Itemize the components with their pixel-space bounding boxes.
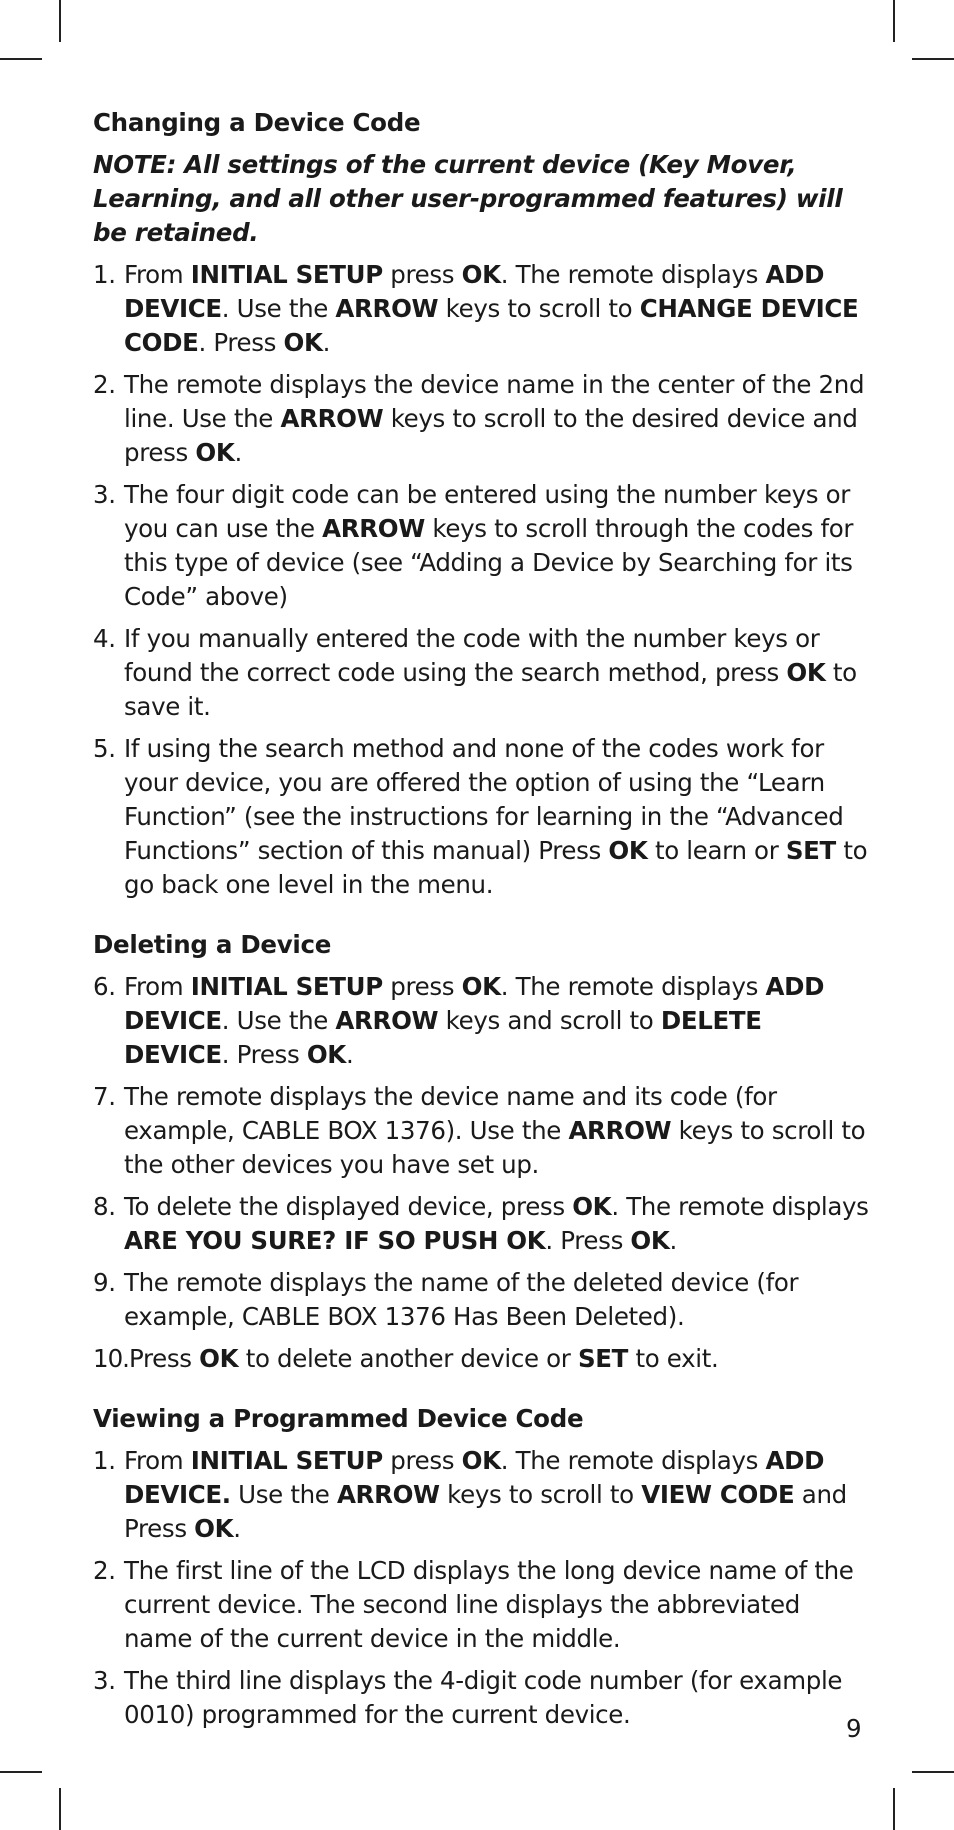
list-item <box>93 622 873 724</box>
step-text: press <box>382 260 462 289</box>
step-text: . The remote displays <box>500 1446 766 1475</box>
list-item <box>93 258 873 360</box>
step-number: 3. <box>93 1666 116 1695</box>
bold-term: OK <box>461 260 501 289</box>
step-text: . <box>669 1226 677 1255</box>
step-number: 5. <box>93 734 116 763</box>
step-text: If using the search method and none of the codes work for your device, you are offered the option of using the “Learn Function” (see the instructions for learning in the “Advanced Functions” section of this manual) Press <box>124 734 844 865</box>
list-item <box>93 1266 873 1334</box>
crop-mark-top-left-vertical <box>59 0 61 42</box>
step-text: Use the <box>230 1480 337 1509</box>
section-gap <box>93 1384 873 1402</box>
step-text: . Use the <box>221 294 336 323</box>
step-text: to delete another device or <box>238 1344 578 1373</box>
step-text: and Press <box>124 1480 847 1543</box>
crop-mark-bottom-left-horizontal <box>0 1771 42 1773</box>
step-number: 2. <box>93 370 116 399</box>
list-item <box>93 368 873 470</box>
step-text: From <box>124 972 191 1001</box>
step-text: . The remote displays <box>500 260 766 289</box>
step-number: 9. <box>93 1268 116 1297</box>
step-text: keys to scroll through the codes for this type of device (see “Adding a Device by Searching for its Code” above) <box>124 514 854 611</box>
step-text: . Use the <box>221 1006 336 1035</box>
step-text: If you manually entered the code with the number keys or found the correct code using the search method, press <box>124 624 820 687</box>
list-item <box>93 732 873 902</box>
section-note: NOTE: All settings of the current device (Key Mover, Learning, and all other user-programmed features) will be retained. <box>93 150 843 247</box>
bold-term: OK <box>608 836 648 865</box>
step-text: to save it. <box>124 658 857 721</box>
bold-term: OK <box>572 1192 612 1221</box>
step-text: keys to scroll to the desired device and press <box>124 404 858 467</box>
step-text: The third line displays the 4-digit code number (for example 0010) programmed for the current device. <box>124 1666 843 1729</box>
section-heading: Changing a Device Code <box>93 108 421 137</box>
step-text: . <box>322 328 331 357</box>
crop-mark-top-right-horizontal <box>912 58 954 60</box>
bold-term: OK <box>194 1514 234 1543</box>
list-item <box>93 1554 873 1656</box>
section-heading: Viewing a Programmed Device Code <box>93 1404 584 1433</box>
step-list <box>93 258 873 902</box>
bold-term: ADD DEVICE <box>124 260 825 323</box>
step-text: . <box>233 1514 241 1543</box>
list-item <box>93 1190 873 1258</box>
step-text: The remote displays the device name and its code (for example, CABLE BOX 1376). Use the <box>124 1082 777 1145</box>
list-item <box>93 1080 873 1182</box>
step-text: . <box>345 1040 354 1069</box>
bold-term: SET <box>577 1344 629 1373</box>
list-item <box>93 1444 873 1546</box>
step-text: The remote displays the name of the deleted device (for example, CABLE BOX 1376 Has Been Deleted). <box>124 1268 799 1331</box>
step-text: . The remote displays <box>500 972 766 1001</box>
step-text: The remote displays the device name in the center of the 2nd line. Use the <box>124 370 865 433</box>
bold-term: ARROW <box>280 404 384 433</box>
step-text: press <box>382 1446 462 1475</box>
bold-term: OK <box>786 658 826 687</box>
bold-term: CHANGE DEVICE CODE <box>124 294 859 357</box>
section-gap <box>93 910 873 928</box>
step-number: 8. <box>93 1192 116 1221</box>
crop-mark-top-right-vertical <box>893 0 895 42</box>
bold-term: ADD DEVICE <box>124 972 825 1035</box>
section-heading: Deleting a Device <box>93 930 332 959</box>
bold-term: INITIAL SETUP <box>190 260 383 289</box>
crop-mark-bottom-left-vertical <box>59 1788 61 1830</box>
bold-term: ARROW <box>335 1006 439 1035</box>
step-text: . Press <box>221 1040 307 1069</box>
bold-term: OK <box>461 1446 501 1475</box>
step-text: From <box>124 260 191 289</box>
crop-mark-top-left-horizontal <box>0 58 42 60</box>
step-list <box>93 970 873 1376</box>
bold-term: OK <box>195 438 235 467</box>
bold-term: ARROW <box>322 514 425 543</box>
page-content <box>93 106 873 1740</box>
step-text: keys to scroll to <box>438 294 640 323</box>
bold-term: OK <box>283 328 323 357</box>
step-text: The first line of the LCD displays the long device name of the current device. The second line displays the abbreviated name of the current device in the middle. <box>124 1556 854 1653</box>
step-number: 3. <box>93 480 116 509</box>
step-text: to go back one level in the menu. <box>124 836 868 899</box>
step-text: keys to scroll to <box>439 1480 642 1509</box>
bold-term: ADD DEVICE. <box>124 1446 825 1509</box>
list-item <box>93 1664 873 1732</box>
bold-term: OK <box>199 1344 239 1373</box>
step-number: 4. <box>93 624 116 653</box>
step-text: to exit. <box>628 1344 719 1373</box>
bold-term: DELETE DEVICE <box>124 1006 762 1069</box>
step-text: press <box>382 972 462 1001</box>
step-text: To delete the displayed device, press <box>124 1192 573 1221</box>
step-text: . <box>234 438 242 467</box>
bold-term: OK <box>461 972 501 1001</box>
bold-term: INITIAL SETUP <box>190 972 383 1001</box>
step-text: . Press <box>545 1226 631 1255</box>
bold-term: OK <box>306 1040 346 1069</box>
step-text: . Press <box>198 328 284 357</box>
step-number: 6. <box>93 972 116 1001</box>
list-item <box>93 1342 873 1376</box>
crop-mark-bottom-right-vertical <box>893 1788 895 1830</box>
step-text: . The remote displays <box>611 1192 869 1221</box>
list-item <box>93 970 873 1072</box>
step-number: 1. <box>93 1446 116 1475</box>
step-text: Press <box>128 1344 200 1373</box>
bold-term: INITIAL SETUP <box>190 1446 383 1475</box>
step-text: keys and scroll to <box>438 1006 661 1035</box>
step-text: From <box>124 1446 191 1475</box>
step-text: to learn or <box>647 836 786 865</box>
bold-term: ARROW <box>335 294 439 323</box>
bold-term: ARROW <box>336 1480 440 1509</box>
crop-mark-bottom-right-horizontal <box>912 1771 954 1773</box>
step-number: 7. <box>93 1082 116 1111</box>
bold-term: SET <box>785 836 836 865</box>
bold-term: ARE YOU SURE? IF SO PUSH OK <box>124 1226 546 1255</box>
step-number: 2. <box>93 1556 116 1585</box>
step-list <box>93 1444 873 1732</box>
bold-term: OK <box>630 1226 670 1255</box>
step-number: 10. <box>93 1344 129 1373</box>
page-number: 9 <box>846 1714 862 1743</box>
bold-term: VIEW CODE <box>641 1480 795 1509</box>
step-text: keys to scroll to the other devices you have set up. <box>124 1116 866 1179</box>
bold-term: ARROW <box>568 1116 672 1145</box>
step-text: The four digit code can be entered using the number keys or you can use the <box>124 480 851 543</box>
step-number: 1. <box>93 260 116 289</box>
list-item <box>93 478 873 614</box>
